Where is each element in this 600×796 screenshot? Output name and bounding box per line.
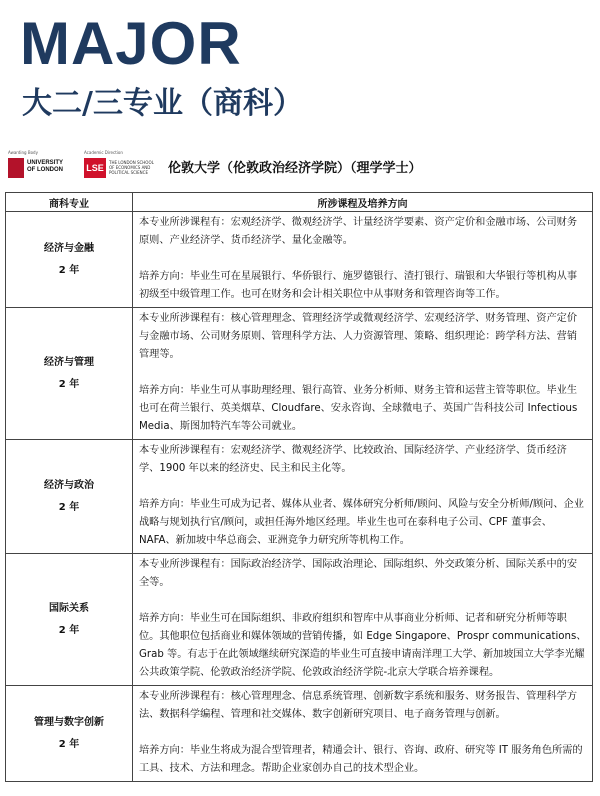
major-name: 经济与政治 xyxy=(44,479,94,491)
courses-text: 本专业所涉课程有：宏观经济学、微观经济学、比较政治、国际经济学、产业经济学、货币经济学、1900 年以来的经济史、民主和民主化等。 xyxy=(139,445,567,474)
major-years: 2 年 xyxy=(58,501,80,513)
courses-text: 本专业所涉课程有：国际政治经济学、国际政治理论、国际组织、外交政策分析、国际关系中的安全等。 xyxy=(139,559,578,588)
major-name: 管理与数字创新 xyxy=(34,716,104,728)
courses-text: 本专业所涉课程有：宏观经济学、微观经济学、计量经济学要素、资产定价和金融市场、公司财务原则、产业经济学、货币经济学、量化金融等。 xyxy=(139,217,578,246)
major-cell xyxy=(6,308,133,440)
career-text: 培养方向：毕业生可在国际组织、非政府组织和智库中从事商业分析师、记者和研究分析师等职位。其他职位包括商业和媒体领域的营销传播，如 Edge Singapore、Prospr communications、Grab 等。有志于在此领域继续研究深造的毕业生可直接申请南洋理工大学、新加坡国立大学李光耀公共政策学院、伦敦政治经济学院、伦敦政治经济学院-北京大学联合培养课程。 xyxy=(139,613,587,678)
detail-cell xyxy=(133,212,593,308)
major-years: 2 年 xyxy=(58,738,80,750)
courses-text: 本专业所涉课程有：核心管理理念、管理经济学或微观经济学、宏观经济学、财务管理、资产定价与金融市场、公司财务原则、管理科学方法、人力资源管理、策略、组织理论：跨学科方法、营销管理等。 xyxy=(139,313,578,360)
table-row xyxy=(6,308,593,440)
detail-cell xyxy=(133,440,593,554)
career-text: 培养方向：毕业生可从事助理经理、银行高管、业务分析师、财务主管和运营主管等职位。毕业生也可在荷兰银行、英美烟草、Cloudfare、安永咨询、全球微电子、英国广告科技公司 Infectious Media、斯图加特汽车等公司就业。 xyxy=(139,385,578,432)
major-name: 经济与管理 xyxy=(44,356,94,368)
major-cell xyxy=(6,212,133,308)
uol-caption: Awarding Body xyxy=(8,150,38,155)
uol-line1: UNIVERSITY xyxy=(27,160,64,166)
page-subtitle: 大二/三专业（商科） xyxy=(22,86,303,121)
table-row xyxy=(6,212,593,308)
major-name: 国际关系 xyxy=(49,602,89,614)
table-row xyxy=(6,440,593,554)
header-major: 商科专业 xyxy=(6,193,133,212)
major-cell xyxy=(6,440,133,554)
major-name: 经济与金融 xyxy=(44,242,94,254)
lse-wordmark xyxy=(109,160,154,175)
university-of-london-logo xyxy=(8,150,78,184)
university-heading: 伦敦大学（伦敦政治经济学院）（理学学士） xyxy=(168,161,422,176)
detail-cell xyxy=(133,686,593,782)
major-years: 2 年 xyxy=(58,264,80,276)
lse-line3: POLITICAL SCIENCE xyxy=(109,170,148,175)
major-years: 2 年 xyxy=(58,378,80,390)
career-text: 培养方向：毕业生可在星展银行、华侨银行、施罗德银行、渣打银行、瑞银和大华银行等机构从事初级至中级管理工作。也可在财务和会计相关职位中从事财务和管理咨询等工作。 xyxy=(139,271,578,300)
lse-mark: LSE xyxy=(84,158,106,178)
major-years: 2 年 xyxy=(58,624,80,636)
major-cell xyxy=(6,554,133,686)
header-courses: 所涉课程及培养方向 xyxy=(133,193,593,212)
crest-icon xyxy=(8,158,24,178)
table-header-row xyxy=(6,193,593,212)
courses-text: 本专业所涉课程有：核心管理理念、信息系统管理、创新数字系统和服务、财务报告、管理科学方法、数据科学编程、管理和社交媒体、数字创新研究项目、电子商务管理与创新。 xyxy=(139,691,578,720)
career-text: 培养方向：毕业生将成为混合型管理者，精通会计、银行、咨询、政府、研究等 IT 服务角色所需的工具、技术、方法和理念。帮助企业家创办自己的技术型企业。 xyxy=(139,745,583,774)
page-title: MAJOR xyxy=(20,10,242,77)
career-text: 培养方向：毕业生可成为记者、媒体从业者、媒体研究分析师/顾问、风险与安全分析师/顾问、企业战略与规划执行官/顾问，或担任海外地区经理。毕业生也可在泰科电子公司、CPF 董事会、NAFA、新加坡中华总商会、亚洲竞争力研究所等机构工作。 xyxy=(139,499,584,546)
detail-cell xyxy=(133,554,593,686)
detail-cell xyxy=(133,308,593,440)
lse-logo xyxy=(82,150,162,184)
lse-caption: Academic Direction xyxy=(84,150,123,155)
majors-table xyxy=(5,192,593,782)
uol-line2: OF LONDON xyxy=(27,167,63,173)
major-cell xyxy=(6,686,133,782)
uol-wordmark xyxy=(27,160,63,174)
lse-line1: THE LONDON SCHOOL xyxy=(109,160,154,165)
table-row xyxy=(6,554,593,686)
table-row xyxy=(6,686,593,782)
lse-line2: OF ECONOMICS AND xyxy=(109,165,151,170)
